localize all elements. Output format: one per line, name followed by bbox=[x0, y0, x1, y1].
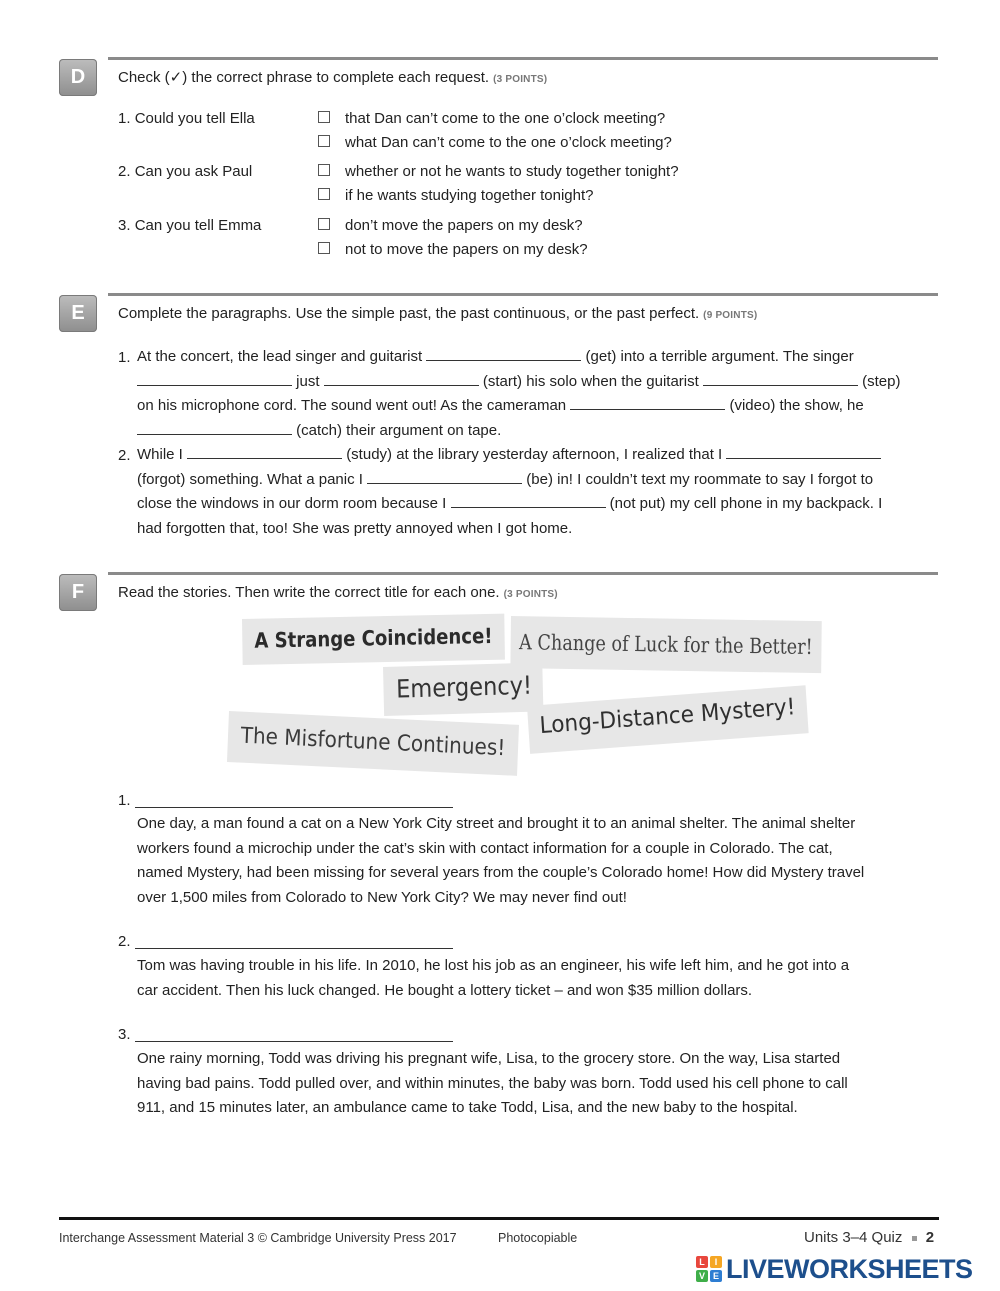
section-e-instruction bbox=[118, 305, 757, 322]
section-d-badge: D bbox=[59, 59, 97, 96]
section-f-instruction bbox=[118, 584, 558, 601]
title-tag-strange-coincidence[interactable]: A Strange Coincidence! bbox=[242, 614, 505, 665]
title-tag-change-of-luck[interactable]: A Change of Luck for the Better! bbox=[510, 616, 821, 673]
paragraph-1: At the concert, the lead singer and guitarist (get) into a terrible argument. The singer just (start) his solo when the guitarist (step) on his microphone cord. The sound went out! As the cameraman (video) the show, he (catch) their argument on tape. bbox=[137, 348, 901, 439]
blank-1-1[interactable] bbox=[426, 346, 581, 361]
blank-1-5[interactable] bbox=[570, 395, 725, 410]
blank-1-3[interactable] bbox=[324, 371, 479, 386]
checkbox-1b[interactable] bbox=[318, 135, 330, 147]
paragraph-1-number: 1. bbox=[118, 349, 131, 366]
checkbox-2b[interactable] bbox=[318, 188, 330, 200]
logo-icon: L I V E bbox=[696, 1256, 722, 1282]
checkbox-2a[interactable] bbox=[318, 164, 330, 176]
option-1a: that Dan can’t come to the one o’clock meeting? bbox=[345, 110, 666, 127]
option-1b: what Dan can’t come to the one o’clock meeting? bbox=[345, 134, 672, 151]
liveworksheets-logo[interactable] bbox=[696, 1252, 973, 1286]
checkbox-3a[interactable] bbox=[318, 218, 330, 230]
story-1-title-blank[interactable] bbox=[135, 790, 453, 808]
option-3b: not to move the papers on my desk? bbox=[345, 241, 588, 258]
story-3-text: One rainy morning, Todd was driving his pregnant wife, Lisa, to the grocery store. On the way, Lisa started having bad pains. Todd pulled over, and within minutes, the baby was born. Todd used his cell phone to call 911, and 15 minutes later, an ambulance came to take Todd, Lisa, and the new baby to the hospital. bbox=[137, 1050, 848, 1117]
blank-2-1[interactable] bbox=[187, 444, 342, 459]
blank-2-2[interactable] bbox=[726, 444, 881, 459]
blank-1-4[interactable] bbox=[703, 371, 858, 386]
story-2-number: 2. bbox=[118, 933, 131, 950]
title-tag-misfortune-continues[interactable]: The Misfortune Continues! bbox=[227, 711, 519, 776]
option-3a: don’t move the papers on my desk? bbox=[345, 217, 583, 234]
title-tag-long-distance-mystery[interactable]: Long-Distance Mystery! bbox=[527, 685, 808, 754]
points-label: (9 POINTS) bbox=[703, 310, 758, 321]
instruction-text: Read the stories. Then write the correct title for each one. bbox=[118, 584, 500, 601]
question-1-prompt: 1. Could you tell Ella bbox=[118, 110, 255, 127]
footer-quiz-label: Units 3–4 Quiz 2 bbox=[804, 1229, 935, 1246]
section-d-instruction bbox=[118, 68, 547, 86]
blank-1-2[interactable] bbox=[137, 371, 292, 386]
footer-copyright: Interchange Assessment Material 3 © Cambridge University Press 2017 bbox=[59, 1231, 457, 1245]
section-e-rule bbox=[108, 293, 938, 296]
story-2-title-blank[interactable] bbox=[135, 931, 453, 949]
blank-1-6[interactable] bbox=[137, 420, 292, 435]
paragraph-2: While I (study) at the library yesterday afternoon, I realized that I (forgot) something. What a panic I (be) in! I couldn’t text my roommate to say I forgot to close the windows in our dorm room because I (not put) my cell phone in my backpack. I had forgotten that, too! She was pretty annoyed when I got home. bbox=[137, 446, 883, 537]
page-number: 2 bbox=[925, 1229, 935, 1246]
instruction-text: Complete the paragraphs. Use the simple past, the past continuous, or the past perfect. bbox=[118, 305, 700, 322]
story-1-number: 1. bbox=[118, 792, 131, 809]
paragraph-2-number: 2. bbox=[118, 447, 131, 464]
blank-2-4[interactable] bbox=[451, 493, 606, 508]
question-3-prompt: 3. Can you tell Emma bbox=[118, 217, 262, 234]
story-3-number: 3. bbox=[118, 1026, 131, 1043]
checkbox-3b[interactable] bbox=[318, 242, 330, 254]
option-2a: whether or not he wants to study together tonight? bbox=[345, 163, 679, 180]
question-2-prompt: 2. Can you ask Paul bbox=[118, 163, 253, 180]
points-label: (3 POINTS) bbox=[493, 74, 548, 85]
instruction-text: Check (✓) the correct phrase to complete each request. bbox=[118, 69, 490, 86]
section-e-badge: E bbox=[59, 295, 97, 332]
checkbox-1a[interactable] bbox=[318, 111, 330, 123]
option-2b: if he wants studying together tonight? bbox=[345, 187, 594, 204]
footer-rule bbox=[59, 1217, 939, 1220]
brand-name: LIVEWORKSHEETS bbox=[726, 1253, 973, 1284]
section-f-rule bbox=[108, 572, 938, 575]
story-1-text: One day, a man found a cat on a New York City street and brought it to an animal shelter. The animal shelter workers found a microchip under the cat’s skin with contact information for a couple in Colorado. The cat, named Mystery, had been missing for several years from the couple’s Colorado home! How did Mystery travel over 1,500 miles from Colorado to New York City? We may never find out! bbox=[137, 815, 865, 906]
story-2-text: Tom was having trouble in his life. In 2010, he lost his job as an engineer, his wife left him, and he got into a car accident. Then his luck changed. He bought a lottery ticket – and won $35 million dollars. bbox=[137, 957, 850, 999]
section-f-badge: F bbox=[59, 574, 97, 611]
footer-photocopiable: Photocopiable bbox=[498, 1231, 578, 1245]
points-label: (3 POINTS) bbox=[503, 589, 558, 600]
blank-2-3[interactable] bbox=[367, 469, 522, 484]
section-d-rule bbox=[108, 57, 938, 60]
story-3-title-blank[interactable] bbox=[135, 1024, 453, 1042]
title-tag-emergency[interactable]: Emergency! bbox=[383, 662, 543, 716]
separator-square bbox=[912, 1236, 917, 1241]
